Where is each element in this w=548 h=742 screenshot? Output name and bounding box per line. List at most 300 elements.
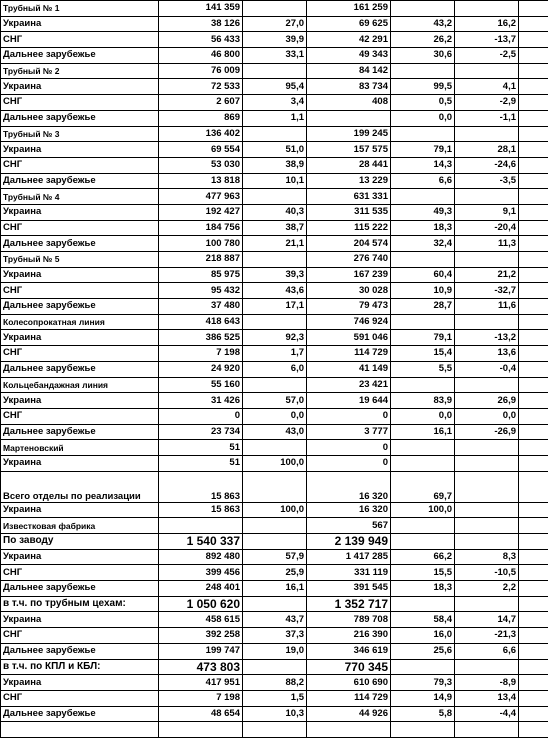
share-period-1: 19,0 (243, 643, 307, 659)
value-period-1: 141 359 (159, 1, 243, 17)
value-period-2: 770 345 (307, 659, 391, 675)
share-period-2 (391, 659, 455, 675)
value-period-1: 38 126 (159, 16, 243, 32)
share-period-2: 10,9 (391, 283, 455, 299)
value-period-2: 2 139 949 (307, 534, 391, 550)
value-period-1: 458 615 (159, 612, 243, 628)
share-period-1: 10,1 (243, 173, 307, 189)
group-row (1, 252, 548, 268)
table-row (1, 32, 548, 48)
row-label: Украина (1, 79, 159, 95)
value-period-1: 1 540 337 (159, 534, 243, 550)
value-period-2: 19 644 (307, 393, 391, 409)
value-period-2 (307, 722, 391, 738)
value-period-2: 1 352 717 (307, 596, 391, 612)
share-period-1: 88,2 (243, 675, 307, 691)
share-change: 6,6 (455, 643, 519, 659)
share-change (455, 252, 519, 268)
row-label: Известковая фабрика (1, 518, 159, 534)
share-period-1: 43,7 (243, 612, 307, 628)
share-period-2: 5,8 (391, 706, 455, 722)
empty-cell (519, 173, 548, 189)
row-label: Дальнее зарубежье (1, 173, 159, 189)
share-period-2: 49,3 (391, 204, 455, 220)
value-period-1: 2 607 (159, 95, 243, 111)
value-period-2: 0 (307, 440, 391, 456)
share-period-1: 51,0 (243, 142, 307, 158)
share-change (455, 314, 519, 330)
row-label: Дальнее зарубежье (1, 48, 159, 64)
empty-cell (519, 440, 548, 456)
value-period-1: 417 951 (159, 675, 243, 691)
share-change: 11,3 (455, 236, 519, 252)
row-label: СНГ (1, 32, 159, 48)
share-period-1 (243, 596, 307, 612)
row-label: Украина (1, 204, 159, 220)
table-row (1, 48, 548, 64)
share-period-2 (391, 1, 455, 17)
row-label: По заводу (1, 534, 159, 550)
table-row (1, 502, 548, 518)
empty-cell (519, 502, 548, 518)
table-row (1, 267, 548, 283)
value-period-1: 31 426 (159, 393, 243, 409)
empty-cell (519, 722, 548, 738)
row-label: Всего отделы по реализации (1, 471, 159, 502)
table-row (1, 142, 548, 158)
empty-cell (519, 157, 548, 173)
value-period-2: 42 291 (307, 32, 391, 48)
share-period-1: 43,6 (243, 283, 307, 299)
value-period-1: 51 (159, 440, 243, 456)
empty-cell (519, 408, 548, 424)
row-label: СНГ (1, 283, 159, 299)
empty-cell (519, 424, 548, 440)
blank-row (1, 722, 548, 738)
value-period-1: 0 (159, 408, 243, 424)
share-period-2: 18,3 (391, 220, 455, 236)
share-period-2: 69,7 (391, 471, 455, 502)
share-period-1: 100,0 (243, 455, 307, 471)
empty-cell (519, 220, 548, 236)
empty-cell (519, 252, 548, 268)
value-period-2: 114 729 (307, 690, 391, 706)
empty-cell (519, 581, 548, 597)
share-period-1: 100,0 (243, 502, 307, 518)
share-period-1 (243, 534, 307, 550)
share-period-1: 6,0 (243, 361, 307, 377)
value-period-2: 216 390 (307, 628, 391, 644)
share-change: 14,7 (455, 612, 519, 628)
share-period-2: 18,3 (391, 581, 455, 597)
share-period-1: 17,1 (243, 299, 307, 315)
value-period-2: 84 142 (307, 63, 391, 79)
share-period-1: 3,4 (243, 95, 307, 111)
share-period-1: 38,9 (243, 157, 307, 173)
row-label: Украина (1, 267, 159, 283)
share-change (455, 63, 519, 79)
value-period-2: 331 119 (307, 565, 391, 581)
value-period-1: 48 654 (159, 706, 243, 722)
share-period-2 (391, 377, 455, 393)
share-period-1: 33,1 (243, 48, 307, 64)
empty-cell (519, 16, 548, 32)
share-period-2: 30,6 (391, 48, 455, 64)
share-change (455, 377, 519, 393)
share-period-2: 15,5 (391, 565, 455, 581)
share-period-1 (243, 314, 307, 330)
share-change: -21,3 (455, 628, 519, 644)
value-period-1: 477 963 (159, 189, 243, 205)
share-period-2: 83,9 (391, 393, 455, 409)
share-period-2: 16,1 (391, 424, 455, 440)
empty-cell (519, 142, 548, 158)
share-period-2: 0,5 (391, 95, 455, 111)
row-label: Дальнее зарубежье (1, 361, 159, 377)
share-period-2 (391, 518, 455, 534)
share-change (455, 471, 519, 502)
share-change: 13,4 (455, 690, 519, 706)
share-period-2: 28,7 (391, 299, 455, 315)
value-period-2: 746 924 (307, 314, 391, 330)
value-period-1: 56 433 (159, 32, 243, 48)
value-period-2: 199 245 (307, 126, 391, 142)
share-period-2: 15,4 (391, 346, 455, 362)
value-period-1: 473 803 (159, 659, 243, 675)
share-period-2 (391, 314, 455, 330)
share-period-1: 38,7 (243, 220, 307, 236)
group-row (1, 377, 548, 393)
share-change: 9,1 (455, 204, 519, 220)
share-period-1: 57,0 (243, 393, 307, 409)
share-change: -13,7 (455, 32, 519, 48)
value-period-1: 418 643 (159, 314, 243, 330)
value-period-2: 44 926 (307, 706, 391, 722)
value-period-1 (159, 518, 243, 534)
table-row (1, 643, 548, 659)
value-period-2: 161 259 (307, 1, 391, 17)
share-change: 0,0 (455, 408, 519, 424)
share-period-2: 99,5 (391, 79, 455, 95)
row-label: Украина (1, 502, 159, 518)
share-change: 21,2 (455, 267, 519, 283)
value-period-2: 591 046 (307, 330, 391, 346)
value-period-2: 311 535 (307, 204, 391, 220)
share-period-1 (243, 722, 307, 738)
share-change (455, 455, 519, 471)
group-row (1, 126, 548, 142)
share-period-1: 27,0 (243, 16, 307, 32)
value-period-1: 72 533 (159, 79, 243, 95)
table-row (1, 79, 548, 95)
value-period-2: 0 (307, 408, 391, 424)
value-period-1: 1 050 620 (159, 596, 243, 612)
row-label: Украина (1, 455, 159, 471)
value-period-1: 55 160 (159, 377, 243, 393)
share-period-2 (391, 722, 455, 738)
share-period-1: 37,3 (243, 628, 307, 644)
empty-cell (519, 267, 548, 283)
empty-cell (519, 283, 548, 299)
empty-cell (519, 565, 548, 581)
row-label: Украина (1, 142, 159, 158)
table-row (1, 675, 548, 691)
share-period-2: 100,0 (391, 502, 455, 518)
row-label: СНГ (1, 95, 159, 111)
row-label: Кольцебандажная линия (1, 377, 159, 393)
share-period-1: 57,9 (243, 549, 307, 565)
value-period-2: 23 421 (307, 377, 391, 393)
share-change (455, 126, 519, 142)
share-period-2: 16,0 (391, 628, 455, 644)
value-period-2: 167 239 (307, 267, 391, 283)
share-period-1: 1,7 (243, 346, 307, 362)
table-row (1, 204, 548, 220)
share-period-1 (243, 1, 307, 17)
share-period-1: 39,9 (243, 32, 307, 48)
empty-cell (519, 236, 548, 252)
share-change (455, 659, 519, 675)
value-period-1: 248 401 (159, 581, 243, 597)
row-label: СНГ (1, 346, 159, 362)
value-period-2: 567 (307, 518, 391, 534)
value-period-2: 276 740 (307, 252, 391, 268)
table-row (1, 330, 548, 346)
value-period-2: 346 619 (307, 643, 391, 659)
empty-cell (519, 126, 548, 142)
value-period-2: 69 625 (307, 16, 391, 32)
empty-cell (519, 549, 548, 565)
table-row (1, 549, 548, 565)
share-period-2 (391, 63, 455, 79)
share-period-1: 10,3 (243, 706, 307, 722)
table-row (1, 236, 548, 252)
value-period-1: 23 734 (159, 424, 243, 440)
value-period-1: 46 800 (159, 48, 243, 64)
share-change: -1,1 (455, 110, 519, 126)
table-row (1, 455, 548, 471)
value-period-2: 30 028 (307, 283, 391, 299)
share-change: 26,9 (455, 393, 519, 409)
row-label: Дальнее зарубежье (1, 299, 159, 315)
value-period-1: 218 887 (159, 252, 243, 268)
value-period-2: 13 229 (307, 173, 391, 189)
share-period-2: 60,4 (391, 267, 455, 283)
share-change (455, 722, 519, 738)
row-label: Трубный № 2 (1, 63, 159, 79)
value-period-2: 157 575 (307, 142, 391, 158)
table-row (1, 690, 548, 706)
table-row (1, 565, 548, 581)
share-period-1 (243, 252, 307, 268)
empty-cell (519, 471, 548, 502)
share-change (455, 534, 519, 550)
share-change: 28,1 (455, 142, 519, 158)
value-period-2: 3 777 (307, 424, 391, 440)
empty-cell (519, 455, 548, 471)
share-period-2: 79,1 (391, 142, 455, 158)
row-label: в т.ч. по КПЛ и КБЛ: (1, 659, 159, 675)
share-change: -4,4 (455, 706, 519, 722)
value-period-1: 15 863 (159, 471, 243, 502)
share-change: -2,5 (455, 48, 519, 64)
value-period-1: 37 480 (159, 299, 243, 315)
value-period-1: 136 402 (159, 126, 243, 142)
row-label (1, 722, 159, 738)
empty-cell (519, 659, 548, 675)
row-label: Дальнее зарубежье (1, 706, 159, 722)
row-label: Трубный № 4 (1, 189, 159, 205)
share-change: -0,4 (455, 361, 519, 377)
value-period-1: 7 198 (159, 690, 243, 706)
share-change (455, 596, 519, 612)
share-change: -8,9 (455, 675, 519, 691)
table-row (1, 110, 548, 126)
row-label: СНГ (1, 565, 159, 581)
row-label: Украина (1, 612, 159, 628)
row-label: Дальнее зарубежье (1, 236, 159, 252)
row-label: СНГ (1, 220, 159, 236)
share-change: 2,2 (455, 581, 519, 597)
value-period-2: 114 729 (307, 346, 391, 362)
table-row (1, 173, 548, 189)
share-period-1 (243, 126, 307, 142)
share-change: 16,2 (455, 16, 519, 32)
group-row (1, 534, 548, 550)
row-label: СНГ (1, 408, 159, 424)
group-row (1, 440, 548, 456)
value-period-2: 49 343 (307, 48, 391, 64)
value-period-2: 204 574 (307, 236, 391, 252)
share-period-1: 21,1 (243, 236, 307, 252)
table-row (1, 706, 548, 722)
share-change: 13,6 (455, 346, 519, 362)
share-period-1 (243, 377, 307, 393)
row-label: в т.ч. по трубным цехам: (1, 596, 159, 612)
share-period-1: 95,4 (243, 79, 307, 95)
row-label: Украина (1, 549, 159, 565)
empty-cell (519, 612, 548, 628)
row-label: Трубный № 3 (1, 126, 159, 142)
share-period-2: 32,4 (391, 236, 455, 252)
table-row (1, 95, 548, 111)
value-period-1: 199 747 (159, 643, 243, 659)
share-period-1: 40,3 (243, 204, 307, 220)
row-label: СНГ (1, 690, 159, 706)
empty-cell (519, 95, 548, 111)
empty-cell (519, 690, 548, 706)
row-label: Украина (1, 16, 159, 32)
share-period-2: 0,0 (391, 408, 455, 424)
share-period-2 (391, 252, 455, 268)
table-row (1, 346, 548, 362)
share-period-1: 1,1 (243, 110, 307, 126)
empty-cell (519, 110, 548, 126)
share-period-2 (391, 534, 455, 550)
table-row (1, 299, 548, 315)
share-period-1: 43,0 (243, 424, 307, 440)
row-label: Трубный № 5 (1, 252, 159, 268)
row-label: Дальнее зарубежье (1, 643, 159, 659)
share-change: -3,5 (455, 173, 519, 189)
empty-cell (519, 48, 548, 64)
share-period-1: 92,3 (243, 330, 307, 346)
share-change (455, 440, 519, 456)
group-row (1, 1, 548, 17)
value-period-2: 631 331 (307, 189, 391, 205)
share-change: -10,5 (455, 565, 519, 581)
empty-cell (519, 675, 548, 691)
share-period-2 (391, 596, 455, 612)
value-period-2: 16 320 (307, 471, 391, 502)
table-row (1, 157, 548, 173)
group-row (1, 471, 548, 502)
group-row (1, 596, 548, 612)
empty-cell (519, 534, 548, 550)
share-period-1: 25,9 (243, 565, 307, 581)
group-row (1, 63, 548, 79)
value-period-1: 24 920 (159, 361, 243, 377)
row-label: Дальнее зарубежье (1, 581, 159, 597)
value-period-1 (159, 722, 243, 738)
share-period-2 (391, 189, 455, 205)
empty-cell (519, 518, 548, 534)
row-label: СНГ (1, 157, 159, 173)
value-period-2: 28 441 (307, 157, 391, 173)
row-label: Дальнее зарубежье (1, 110, 159, 126)
share-period-1: 1,5 (243, 690, 307, 706)
share-change: -20,4 (455, 220, 519, 236)
share-change (455, 502, 519, 518)
share-period-2 (391, 440, 455, 456)
value-period-1: 76 009 (159, 63, 243, 79)
share-period-2: 14,3 (391, 157, 455, 173)
empty-cell (519, 393, 548, 409)
share-period-1 (243, 471, 307, 502)
share-period-2: 79,1 (391, 330, 455, 346)
value-period-1: 392 258 (159, 628, 243, 644)
share-period-1: 16,1 (243, 581, 307, 597)
row-label: Мартеновский (1, 440, 159, 456)
share-period-1 (243, 659, 307, 675)
value-period-1: 69 554 (159, 142, 243, 158)
empty-cell (519, 204, 548, 220)
table-row (1, 283, 548, 299)
share-change: 8,3 (455, 549, 519, 565)
group-row (1, 518, 548, 534)
row-label: Украина (1, 393, 159, 409)
value-period-1: 15 863 (159, 502, 243, 518)
empty-cell (519, 299, 548, 315)
value-period-1: 100 780 (159, 236, 243, 252)
value-period-2: 83 734 (307, 79, 391, 95)
share-period-1 (243, 189, 307, 205)
share-period-2 (391, 126, 455, 142)
value-period-2: 610 690 (307, 675, 391, 691)
empty-cell (519, 63, 548, 79)
value-period-1: 53 030 (159, 157, 243, 173)
share-change: -32,7 (455, 283, 519, 299)
share-change: -2,9 (455, 95, 519, 111)
share-period-2: 26,2 (391, 32, 455, 48)
share-period-2 (391, 455, 455, 471)
value-period-2: 408 (307, 95, 391, 111)
value-period-2: 16 320 (307, 502, 391, 518)
value-period-1: 386 525 (159, 330, 243, 346)
table-row (1, 220, 548, 236)
value-period-1: 892 480 (159, 549, 243, 565)
group-row (1, 314, 548, 330)
